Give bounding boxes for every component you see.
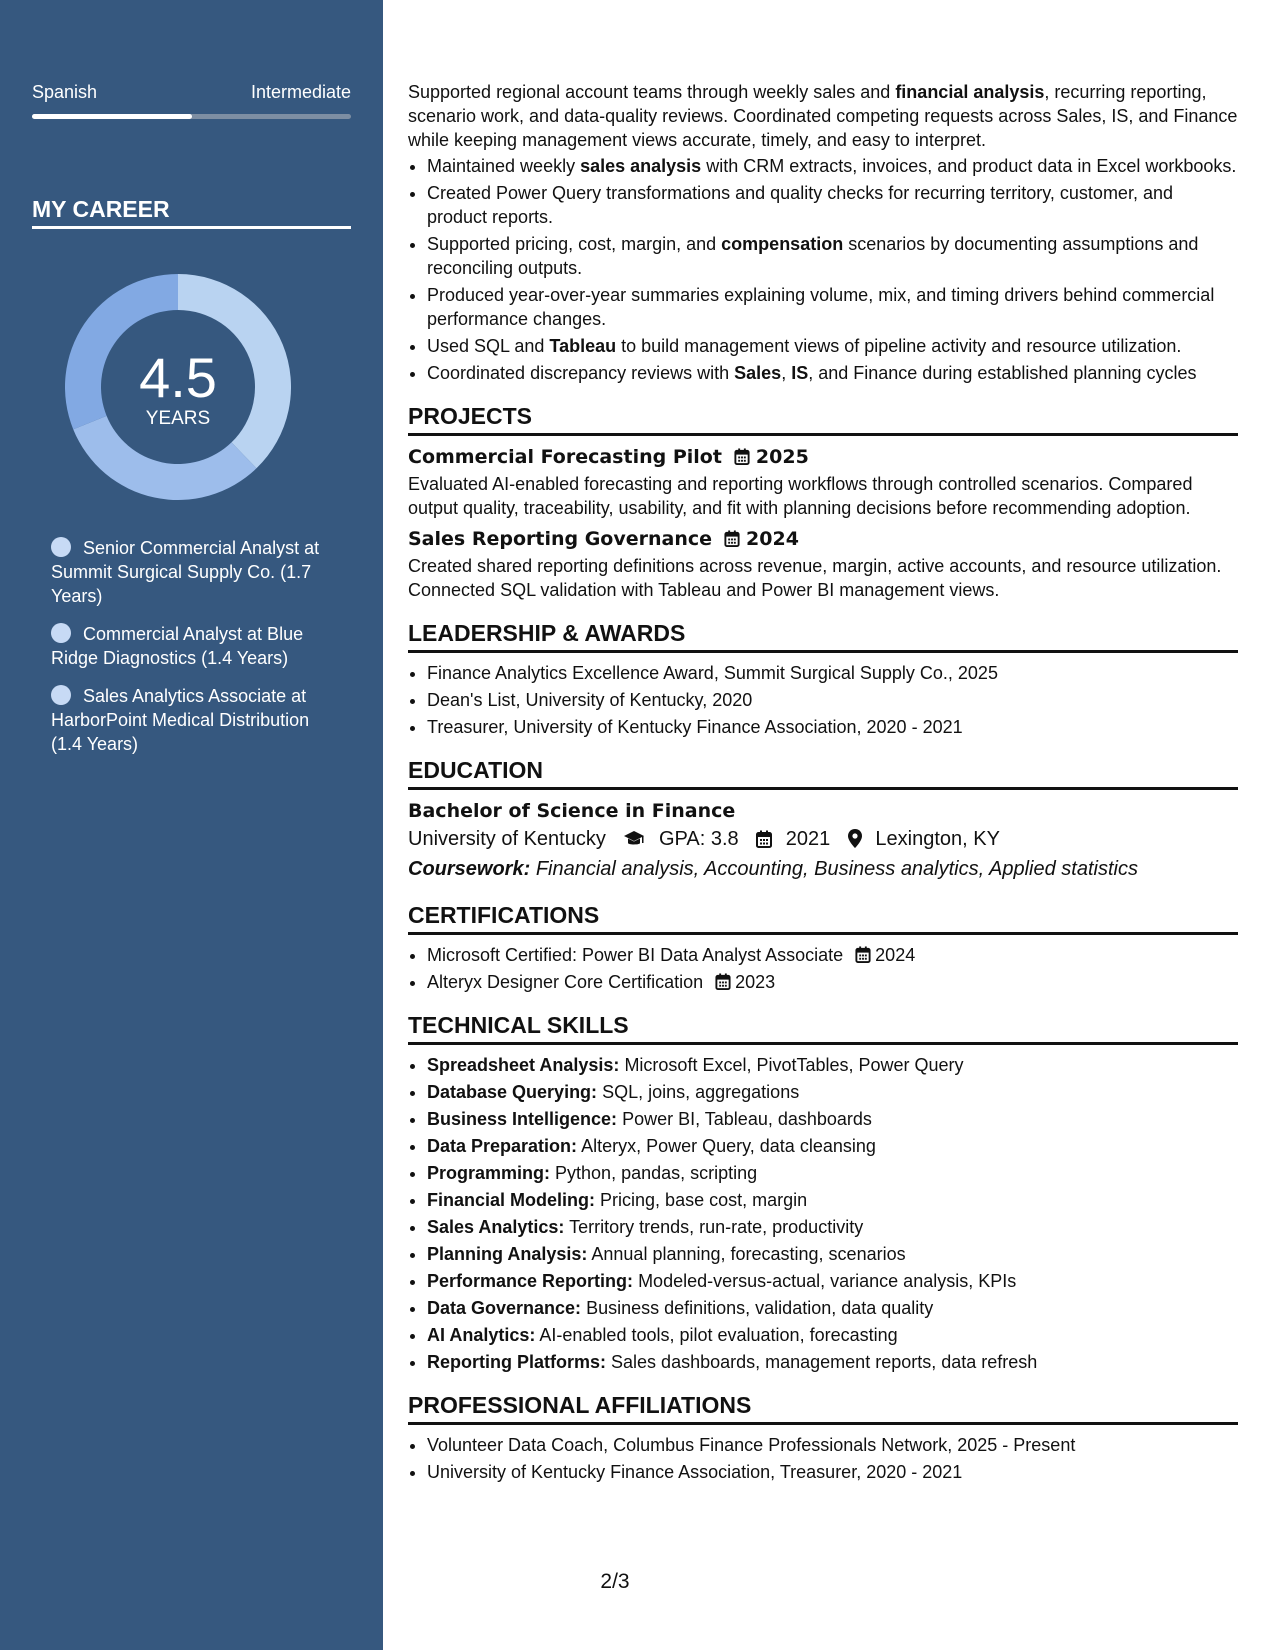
project-name: Sales Reporting Governance	[408, 528, 713, 550]
skill-values: Alteryx, Power Query, data cleansing	[581, 1136, 876, 1156]
skills-title: TECHNICAL SKILLS	[408, 1010, 1238, 1045]
location-pin-icon	[848, 829, 862, 848]
emphasis-text: sales analysis	[580, 156, 702, 176]
text-run: Used SQL and	[427, 336, 550, 356]
skill-item	[427, 1242, 1238, 1266]
text-run: to build management views of pipeline activity and resource utilization.	[616, 336, 1182, 356]
skill-values: Power BI, Tableau, dashboards	[622, 1109, 872, 1129]
award-item: • Finance Analytics Excellence Award, Summit Surgical Supply Co., 2025	[427, 661, 1238, 685]
language-proficiency-fill	[32, 114, 192, 119]
affiliation-item: • Volunteer Data Coach, Columbus Finance Professionals Network, 2025 - Present	[427, 1433, 1238, 1457]
award-item: • Treasurer, University of Kentucky Finance Association, 2020 - 2021	[427, 715, 1238, 739]
skill-category: AI Analytics:	[427, 1325, 536, 1345]
career-section-title: MY CAREER	[32, 196, 170, 222]
project-description: Evaluated AI-enabled forecasting and reporting workflows through controlled scenarios. Compared output quality, traceability, usability, and fit with planning decisions before recommending adoption.	[408, 474, 1193, 518]
skill-values: Sales dashboards, management reports, data refresh	[611, 1352, 1038, 1372]
language-proficiency-bar	[32, 114, 351, 119]
total-years-unit: YEARS	[145, 408, 211, 429]
graduation-cap-icon	[623, 830, 645, 848]
skill-values: SQL, joins, aggregations	[602, 1082, 800, 1102]
experience-bullet	[427, 154, 1238, 178]
certification-year: 2024	[875, 945, 916, 965]
skill-category: Planning Analysis:	[427, 1244, 588, 1264]
text-run: Produced year-over-year summaries explaining volume, mix, and timing drivers behind commercial performance changes.	[427, 285, 1215, 329]
experience-bullet	[427, 283, 1238, 331]
bullet-dot-icon	[51, 537, 71, 557]
education-coursework	[408, 854, 1238, 884]
calendar-icon	[756, 830, 772, 848]
project-description: Created shared reporting definitions across revenue, margin, active accounts, and resource utilization. Connected SQL validation with Tableau and Power BI management views.	[408, 556, 1222, 600]
text-run: Maintained weekly	[427, 156, 581, 176]
skill-values: Territory trends, run-rate, productivity	[569, 1217, 864, 1237]
career-job-list	[51, 536, 341, 770]
project-name: Commercial Forecasting Pilot	[408, 446, 722, 468]
career-job-item	[51, 622, 341, 670]
projects-title: PROJECTS	[408, 401, 1238, 436]
certification-name: Alteryx Designer Core Certification	[427, 972, 704, 992]
awards-list	[408, 661, 1238, 739]
page-number: 2/3	[600, 1570, 630, 1593]
education-details	[408, 824, 1238, 854]
bullet-dot-icon	[51, 623, 71, 643]
text-run: , recurring reporting, scenario work, and data-quality reviews. Coordinated competing requests across Sales, IS, and Finance while keeping management views accurate, timely, and easy to interpret.	[408, 82, 1238, 150]
education-gpa: GPA: 3.8	[658, 828, 739, 850]
text-run: Coordinated discrepancy reviews with	[427, 363, 735, 383]
skill-item	[427, 1161, 1238, 1185]
project-year: 2025	[755, 446, 809, 468]
calendar-icon	[715, 973, 731, 990]
text-run: with CRM extracts, invoices, and product data in Excel workbooks.	[701, 156, 1237, 176]
emphasis-text: financial analysis	[895, 82, 1045, 102]
skill-values: Modeled-versus-actual, variance analysis, KPIs	[638, 1271, 1017, 1291]
education-degree: Bachelor of Science in Finance	[408, 800, 736, 822]
career-job-label: Senior Commercial Analyst at Summit Surgical Supply Co. (1.7 Years)	[51, 538, 320, 606]
education-title: EDUCATION	[408, 755, 1238, 790]
skill-values: AI-enabled tools, pilot evaluation, forecasting	[539, 1325, 898, 1345]
text-run: Supported pricing, cost, margin, and	[427, 234, 722, 254]
skill-category: Programming:	[427, 1163, 551, 1183]
skill-item	[427, 1215, 1238, 1239]
experience-summary	[408, 80, 1238, 152]
skill-values: Annual planning, forecasting, scenarios	[591, 1244, 906, 1264]
main-content	[408, 80, 1238, 1487]
emphasis-text: IS	[791, 363, 809, 383]
experience-bullet	[427, 361, 1238, 385]
skill-item	[427, 1080, 1238, 1104]
calendar-icon	[734, 448, 750, 465]
project-year: 2024	[746, 528, 799, 550]
experience-bullet	[427, 232, 1238, 280]
text-run: Supported regional account teams through weekly sales and	[408, 82, 896, 102]
skill-values: Python, pandas, scripting	[555, 1163, 758, 1183]
skill-category: Business Intelligence:	[427, 1109, 618, 1129]
career-section-rule	[32, 226, 351, 229]
affiliation-item: • University of Kentucky Finance Association, Treasurer, 2020 - 2021	[427, 1460, 1238, 1484]
skill-category: Database Querying:	[427, 1082, 598, 1102]
education-school: University of Kentucky	[408, 828, 606, 850]
emphasis-text: Tableau	[549, 336, 617, 356]
skill-item	[427, 1188, 1238, 1212]
project-heading	[408, 444, 1238, 470]
skill-values: Business definitions, validation, data quality	[586, 1298, 934, 1318]
certification-year: 2023	[735, 972, 776, 992]
skill-category: Data Governance:	[427, 1298, 582, 1318]
education-location: Lexington, KY	[875, 828, 1000, 850]
certification-name: Microsoft Certified: Power BI Data Analyst Associate	[427, 945, 844, 965]
skill-item	[427, 1107, 1238, 1131]
skill-item	[427, 1350, 1238, 1374]
affiliations-list	[408, 1433, 1238, 1484]
experience-bullet	[427, 334, 1238, 358]
career-job-label: Sales Analytics Associate at HarborPoint Medical Distribution (1.4 Years)	[51, 686, 310, 754]
skill-item	[427, 1323, 1238, 1347]
skill-item	[427, 1296, 1238, 1320]
career-job-label: Commercial Analyst at Blue Ridge Diagnostics (1.4 Years)	[51, 624, 304, 668]
skill-category: Sales Analytics:	[427, 1217, 565, 1237]
coursework-label: Coursework:	[408, 858, 531, 880]
skills-list	[408, 1053, 1238, 1374]
text-run: ,	[781, 363, 792, 383]
award-item: • Dean's List, University of Kentucky, 2020	[427, 688, 1238, 712]
language-level: Intermediate	[250, 82, 351, 102]
text-run: scenarios by documenting assumptions and reconciling outputs.	[427, 234, 1199, 278]
experience-bullet	[427, 181, 1238, 229]
calendar-icon	[855, 946, 871, 963]
skill-values: Pricing, base cost, margin	[600, 1190, 808, 1210]
calendar-icon	[724, 530, 740, 547]
projects-list	[408, 444, 1238, 602]
skill-item	[427, 1053, 1238, 1077]
education-year: 2021	[785, 828, 831, 850]
skill-category: Financial Modeling:	[427, 1190, 596, 1210]
awards-title: LEADERSHIP & AWARDS	[408, 618, 1238, 653]
language-row	[32, 82, 351, 103]
skill-item	[427, 1269, 1238, 1293]
skill-category: Reporting Platforms:	[427, 1352, 607, 1372]
skill-values: Microsoft Excel, PivotTables, Power Query	[624, 1055, 964, 1075]
coursework-list: Financial analysis, Accounting, Business analytics, Applied statistics	[535, 858, 1138, 880]
certification-item	[427, 943, 1238, 967]
career-job-item	[51, 684, 341, 756]
experience-bullets	[408, 154, 1238, 385]
emphasis-text: compensation	[721, 234, 844, 254]
language-name: Spanish	[32, 82, 98, 102]
bullet-dot-icon	[51, 685, 71, 705]
certification-item	[427, 970, 1238, 994]
skill-category: Performance Reporting:	[427, 1271, 634, 1291]
career-job-item	[51, 536, 341, 608]
affiliations-title: PROFESSIONAL AFFILIATIONS	[408, 1390, 1238, 1425]
skill-category: Spreadsheet Analysis:	[427, 1055, 620, 1075]
text-run: Created Power Query transformations and quality checks for recurring territory, customer, and product reports.	[427, 183, 1173, 227]
sidebar	[0, 0, 383, 1650]
certifications-title: CERTIFICATIONS	[408, 900, 1238, 935]
skill-category: Data Preparation:	[427, 1136, 578, 1156]
project-heading	[408, 526, 1238, 552]
certifications-list	[408, 943, 1238, 994]
skill-item	[427, 1134, 1238, 1158]
text-run: , and Finance during established planning cycles	[808, 363, 1197, 383]
emphasis-text: Sales	[734, 363, 782, 383]
total-years-value: 4.5	[139, 346, 217, 409]
